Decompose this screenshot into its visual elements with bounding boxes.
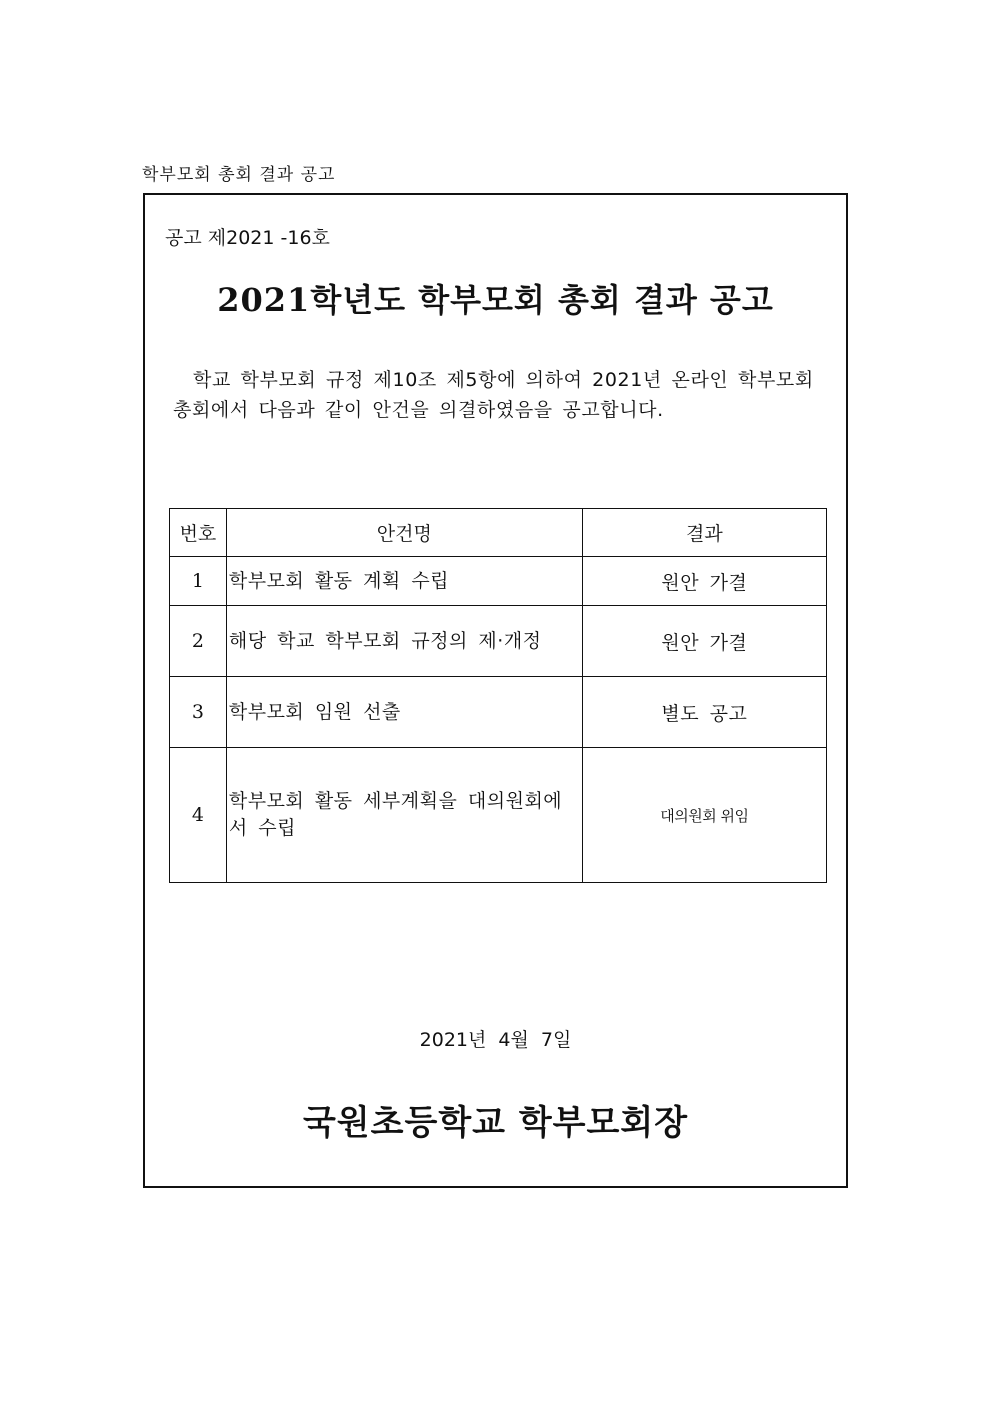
row-number: 3 — [170, 677, 227, 748]
header-result: 결과 — [582, 509, 826, 557]
table-row — [170, 748, 827, 883]
row-number: 2 — [170, 606, 227, 677]
table-header-row — [170, 509, 827, 557]
row-number: 1 — [170, 557, 227, 606]
intro-paragraph: 학교 학부모회 규정 제10조 제5항에 의하여 2021년 온라인 학부모회 총회에서 다음과 같이 안건을 의결하였음을 공고합니다. — [173, 369, 814, 421]
row-agenda-item: 학부모회 임원 선출 — [226, 677, 582, 748]
row-result: 대의원회 위임 — [582, 748, 826, 883]
row-result: 원안 가결 — [582, 606, 826, 677]
table-row — [170, 677, 827, 748]
row-agenda-item: 해당 학교 학부모회 규정의 제·개정 — [226, 606, 582, 677]
row-agenda-item: 학부모회 활동 세부계획을 대의원회에서 수립 — [226, 748, 582, 883]
row-result: 원안 가결 — [582, 557, 826, 606]
row-number: 4 — [170, 748, 227, 883]
table-row — [170, 606, 827, 677]
agenda-table — [169, 508, 827, 883]
header-number: 번호 — [170, 509, 227, 557]
notice-number: 공고 제2021 -16호 — [165, 227, 330, 249]
header-agenda-item: 안건명 — [226, 509, 582, 557]
row-result: 별도 공고 — [582, 677, 826, 748]
row-agenda-item: 학부모회 활동 계획 수립 — [226, 557, 582, 606]
document-caption: 학부모회 총회 결과 공고 — [142, 165, 336, 185]
notice-date: 2021년 4월 7일 — [419, 1029, 572, 1051]
notice-frame — [143, 193, 848, 1188]
page-title: 2021학년도 학부모회 총회 결과 공고 — [217, 281, 774, 319]
signatory: 국원초등학교 학부모회장 — [302, 1103, 689, 1143]
table-row — [170, 557, 827, 606]
